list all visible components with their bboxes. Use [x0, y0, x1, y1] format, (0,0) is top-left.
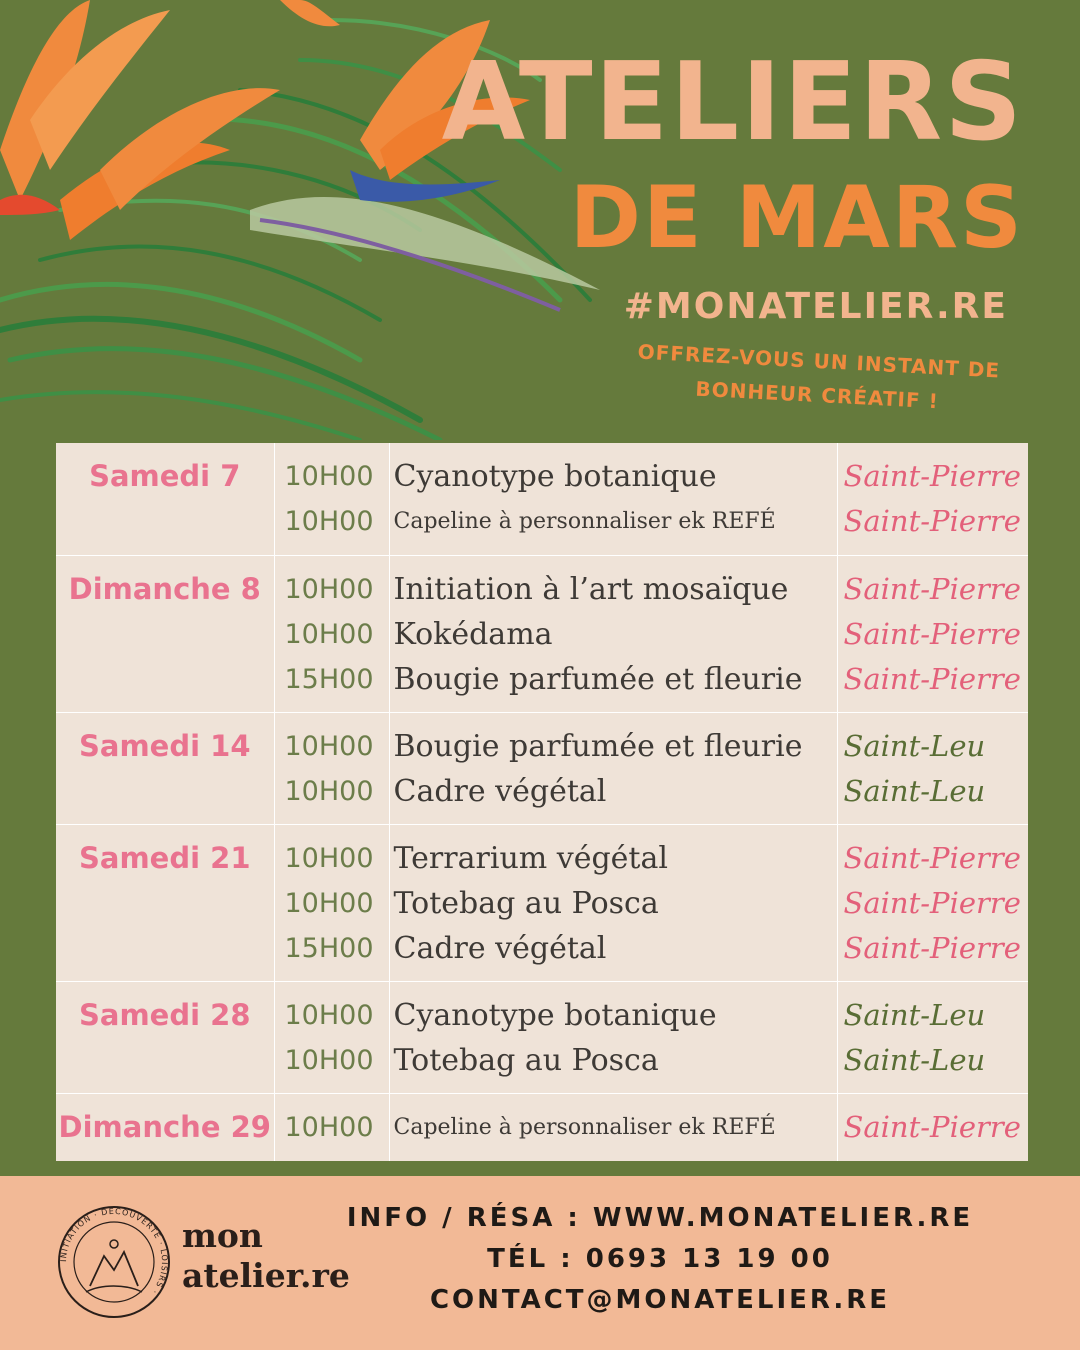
hashtag: #MONATELIER.RE [623, 286, 1008, 327]
session-activity: Totebag au Posca [393, 886, 659, 922]
schedule-day-group [56, 825, 1028, 982]
session-activity: Capeline à personnaliser ek REFÉ [393, 1115, 776, 1141]
session-time-cell [274, 825, 389, 982]
tagline-line-1: OFFREZ-VOUS UN INSTANT DE [637, 339, 1001, 383]
session-time: 10H00 [284, 1000, 374, 1032]
session-time-cell [274, 982, 389, 1094]
session-location: Saint-Pierre [843, 931, 1021, 966]
day-label: Samedi 14 [56, 712, 274, 824]
schedule-day-group [56, 555, 1028, 712]
brand-name [182, 1216, 350, 1296]
day-label: Samedi 7 [56, 443, 274, 555]
info-website: INFO / RÉSA : WWW.MONATELIER.RE [346, 1203, 974, 1233]
session-time: 10H00 [284, 775, 374, 807]
session-location: Saint-Pierre [843, 1110, 1021, 1145]
session-time: 15H00 [284, 663, 374, 695]
session-time: 10H00 [284, 1045, 374, 1077]
title-ateliers: ATELIERS [441, 40, 1024, 165]
session-location: Saint-Pierre [843, 459, 1021, 493]
session-activity: Capeline à personnaliser ek REFÉ [393, 509, 776, 534]
session-location-cell [837, 443, 1028, 555]
session-location-cell [837, 982, 1028, 1094]
session-time: 10H00 [284, 573, 374, 605]
session-location-cell [837, 1094, 1028, 1161]
session-activity: Cadre végétal [393, 773, 607, 809]
session-activity: Cyanotype botanique [393, 459, 717, 494]
session-activity: Cadre végétal [393, 931, 607, 967]
session-time-cell [274, 1094, 389, 1161]
session-activity-cell [389, 982, 837, 1094]
schedule-day-group [56, 1094, 1028, 1161]
session-location: Saint-Pierre [843, 661, 1021, 696]
session-activity-cell [389, 712, 837, 824]
session-location: Saint-Leu [843, 773, 986, 808]
phone-number: TÉL : 0693 13 19 00 [487, 1244, 833, 1274]
session-location: Saint-Pierre [843, 886, 1021, 921]
session-time: 10H00 [284, 618, 374, 650]
email-address: CONTACT@MONATELIER.RE [429, 1285, 891, 1315]
session-time: 15H00 [284, 933, 374, 965]
session-time: 10H00 [284, 1112, 374, 1144]
session-location: Saint-Pierre [843, 616, 1021, 651]
session-time-cell [274, 555, 389, 712]
session-location-cell [837, 825, 1028, 982]
session-time: 10H00 [284, 888, 374, 920]
session-location: Saint-Pierre [843, 841, 1021, 876]
session-activity: Totebag au Posca [393, 1043, 659, 1079]
tagline-line-2: BONHEUR CRÉATIF ! [694, 376, 940, 414]
monatelier-logo [56, 1204, 172, 1320]
day-label: Dimanche 29 [56, 1094, 274, 1161]
session-activity: Terrarium végétal [393, 841, 668, 877]
session-activity-cell [389, 443, 837, 555]
session-activity: Initiation à l’art mosaïque [393, 571, 789, 607]
footer [0, 1176, 1080, 1350]
day-label: Dimanche 8 [56, 555, 274, 712]
schedule-day-group [56, 443, 1028, 555]
session-location: Saint-Leu [843, 998, 986, 1033]
session-activity: Kokédama [393, 616, 553, 652]
schedule-day-group [56, 982, 1028, 1094]
session-activity: Bougie parfumée et fleurie [393, 728, 803, 764]
contact-block [340, 1198, 980, 1321]
brand-line-1: mon [182, 1216, 263, 1255]
session-time-cell [274, 443, 389, 555]
session-activity: Cyanotype botanique [393, 998, 717, 1034]
session-time: 10H00 [284, 461, 374, 492]
day-label: Samedi 28 [56, 982, 274, 1094]
session-location: Saint-Leu [843, 728, 986, 763]
session-activity-cell [389, 555, 837, 712]
session-location: Saint-Pierre [843, 571, 1021, 606]
schedule-table [56, 443, 1028, 1161]
session-location-cell [837, 555, 1028, 712]
title-de-mars: DE MARS [569, 168, 1024, 268]
session-activity-cell [389, 1094, 837, 1161]
session-location: Saint-Leu [843, 1043, 986, 1078]
session-activity-cell [389, 825, 837, 982]
logo-ring-text: INITIATION · DÉCOUVERTE · LOISIRS · [58, 1206, 170, 1297]
day-label: Samedi 21 [56, 825, 274, 982]
session-time: 10H00 [284, 506, 374, 537]
schedule-day-group [56, 712, 1028, 824]
session-time: 10H00 [284, 730, 374, 762]
tagline [607, 333, 1030, 423]
brand-line-2: atelier.re [182, 1256, 350, 1295]
session-time-cell [274, 712, 389, 824]
session-time: 10H00 [284, 843, 374, 875]
session-location: Saint-Pierre [843, 504, 1021, 538]
schedule-grid [56, 443, 1028, 1161]
session-activity: Bougie parfumée et fleurie [393, 661, 803, 697]
session-location-cell [837, 712, 1028, 824]
